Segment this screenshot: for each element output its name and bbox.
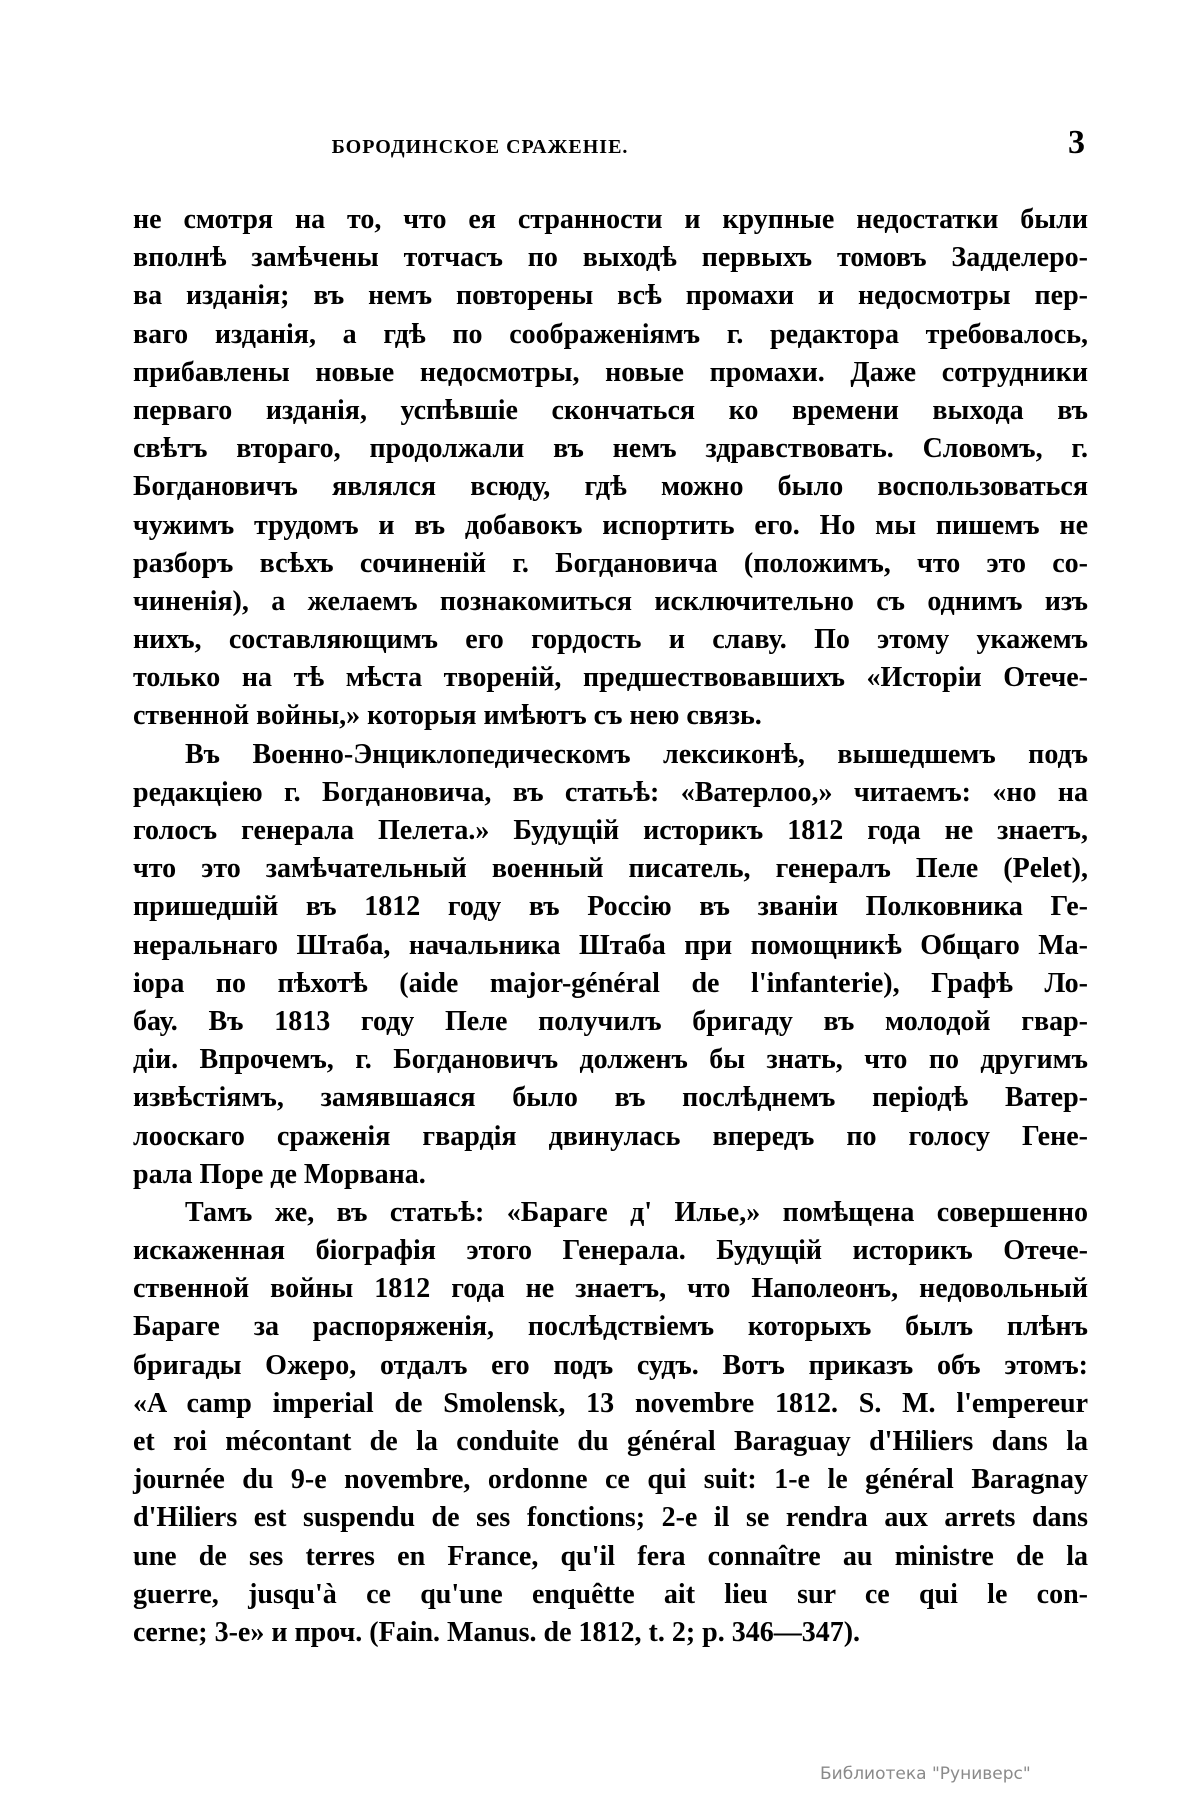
text-line: разборъ всѣхъ сочиненій г. Богдановича (положимъ, что это со-: [133, 547, 1088, 579]
text-line: рала Поре де Морвана.: [133, 1158, 426, 1190]
text-line: діи. Впрочемъ, г. Богдановичъ долженъ бы знать, что по другимъ: [133, 1044, 1088, 1076]
running-title: БОРОДИНСКОЕ СРАЖЕНІЕ.: [331, 136, 629, 158]
text-line: редакціею г. Богдановича, въ статьѣ: «Ватерлоо,» читаемъ: «но на: [133, 776, 1088, 808]
text-line: извѣстіямъ, замявшаяся было въ послѣднемъ періодѣ Ватер-: [133, 1082, 1088, 1114]
text-line: прибавлены новые недосмотры, новые промахи. Даже сотрудники: [133, 356, 1088, 388]
text-line: ваго изданія, а гдѣ по соображеніямъ г. редактора требовалось,: [133, 318, 1088, 350]
text-line: нихъ, составляющимъ его гордость и славу. По этому укажемъ: [133, 624, 1088, 656]
text-line: бригады Ожеро, отдалъ его подъ судъ. Вотъ приказъ объ этомъ:: [133, 1349, 1088, 1381]
text-line: Богдановичъ являлся всюду, гдѣ можно было воспользоваться: [133, 471, 1088, 503]
text-line: d'Hiliers est suspendu de ses fonctions; 2-e il se rendra aux arrets dans: [133, 1502, 1088, 1534]
paragraph: [133, 201, 1088, 736]
text-line: Въ Военно-Энциклопедическомъ лексиконѣ, вышедшемъ подъ: [185, 738, 1088, 770]
text-line: ва изданія; въ немъ повторены всѣ промахи и недосмотры пер-: [133, 280, 1088, 312]
text-line: что это замѣчательный военный писатель, генералъ Пеле (Pelet),: [133, 853, 1088, 885]
text-line: чужимъ трудомъ и въ добавокъ испортить его. Но мы пишемъ не: [133, 509, 1088, 541]
text-line: перваго изданія, успѣвшіе скончаться ко времени выхода въ: [133, 394, 1088, 426]
text-line: голосъ генерала Пелета.» Будущій историкъ 1812 года не знаетъ,: [133, 815, 1088, 846]
text-line: іора по пѣхотѣ (aide major-général de l'infanterie), Графѣ Ло-: [133, 967, 1088, 999]
text-line: «A camp imperial de Smolensk, 13 novembre 1812. S. M. l'empereur: [133, 1387, 1088, 1419]
text-line: ственной войны,» которыя имѣютъ съ нею связь.: [133, 700, 762, 732]
text-line: journée du 9-e novembre, ordonne ce qui suit: 1-e le général Baragnay: [133, 1464, 1088, 1496]
text-line: искаженная біографія этого Генерала. Будущій историкъ Отече-: [133, 1235, 1088, 1267]
text-line: cerne; 3-e» и проч. (Fain. Manus. de 1812, t. 2; p. 346—347).: [133, 1616, 861, 1648]
text-line: пришедшій въ 1812 году въ Россію въ званіи Полковника Ге-: [133, 891, 1088, 923]
text-line: une de ses terres en France, qu'il fera connaître au ministre de la: [133, 1540, 1088, 1572]
text-line: не смотря на то, что ея странности и крупные недостатки были: [133, 204, 1088, 235]
text-line: ственной войны 1812 года не знаетъ, что Наполеонъ, недовольный: [133, 1273, 1088, 1305]
text-line: свѣтъ втораго, продолжали въ немъ здравствовать. Словомъ, г.: [133, 433, 1088, 465]
text-line: только на тѣ мѣста твореній, предшествовавшихъ «Исторіи Отече-: [133, 662, 1088, 694]
paragraph: [133, 736, 1088, 1194]
library-watermark: Библиотека "Руниверс": [820, 1764, 1031, 1784]
text-line: Бараге за распоряженія, послѣдствіемъ которыхъ былъ плѣнъ: [133, 1311, 1088, 1343]
text-line: guerre, jusqu'à ce qu'une enquêtte ait lieu sur ce qui le con-: [133, 1578, 1088, 1610]
page-number: 3: [1068, 124, 1085, 161]
text-line: лооскаго сраженія гвардія двинулась впередъ по голосу Гене-: [133, 1120, 1088, 1152]
paragraph: [133, 1194, 1088, 1652]
text-line: et roi mécontant de la conduite du général Baraguay d'Hiliers dans la: [133, 1426, 1088, 1457]
text-line: вполнѣ замѣчены тотчасъ по выходѣ первыхъ томовъ Задделеро-: [133, 242, 1088, 274]
body-text: [133, 201, 1088, 1652]
text-line: неральнаго Штаба, начальника Штаба при помощникѣ Общаго Ма-: [133, 929, 1088, 961]
text-line: Тамъ же, въ статьѣ: «Бараге д' Илье,» помѣщена совершенно: [185, 1196, 1088, 1228]
text-line: чиненія), а желаемъ познакомиться исключительно съ однимъ изъ: [133, 585, 1088, 617]
text-line: бау. Въ 1813 году Пеле получилъ бригаду въ молодой гвар-: [133, 1005, 1088, 1037]
